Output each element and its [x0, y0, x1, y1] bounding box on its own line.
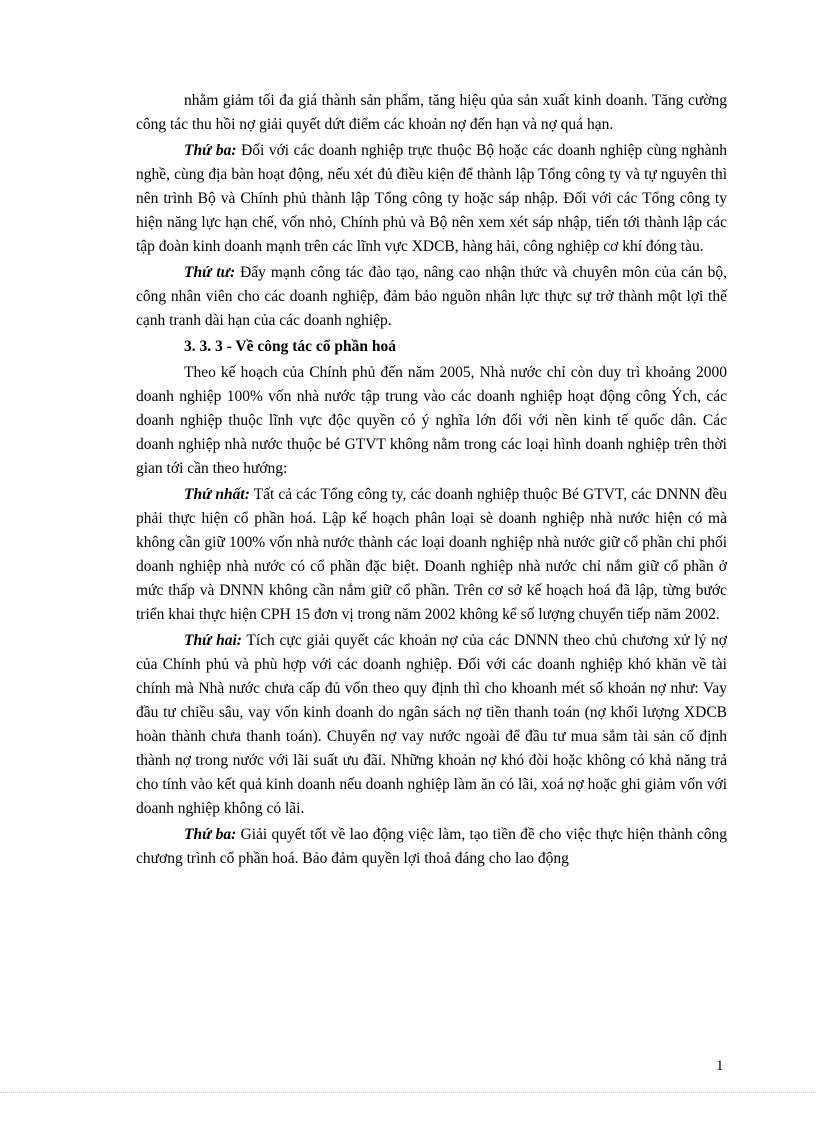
- page-body: [136, 89, 727, 873]
- paragraph-ke-hoach: [136, 361, 727, 481]
- paragraph-text: Tích cực giải quyết các khoản nợ của các DNNN theo chủ chương xử lý nợ của Chính phủ và phù hợp với các doanh nghiệp. Đối với các doanh nghiệp khó khăn về tài chính mà Nhà nước chưa cấp đủ vốn theo quy định thì cho khoanh mét số khoản nợ như: Vay đầu tư chiều sâu, vay vốn kinh doanh do ngân sách nợ tiền thanh toán (nợ khối lượng XDCB hoàn thành chưa thanh toán). Chuyển nợ vay nước ngoài để đầu tư mua sắm tài sản cố định thành nợ trong nước với lãi suất ưu đãi. Những khoản nợ khó đòi hoặc không có khả năng trả cho tính vào kết quả kinh doanh nếu doanh nghiệp làm ăn có lãi, xoá nợ hoặc ghi giảm vốn với doanh nghiệp không có lãi.: [136, 632, 727, 817]
- paragraph-lead: Thứ nhất:: [184, 486, 250, 503]
- paragraph-thu-nhat: [136, 483, 727, 627]
- paragraph-text: Tất cả các Tổng công ty, các doanh nghiệp thuộc Bé GTVT, các DNNN đều phải thực hiện cổ phần hoá. Lập kế hoạch phân loại sè doanh nghiệp nhà nước hiện có mà không cần giữ 100% vốn nhà nước thành các loại doanh nghiệp nhà nước giữ cổ phần chi phối doanh nghiệp nhà nước có cổ phần đặc biệt. Doanh nghiệp nhà nước chỉ nắm giữ cổ phần ở mức thấp và DNNN không cần nắm giữ cổ phần. Trên cơ sở kế hoạch hoá đã lập, từng bước triển khai thực hiện CPH 15 đơn vị trong năm 2002 không kể số lượng chuyển tiếp năm 2002.: [136, 486, 727, 623]
- section-heading: 3. 3. 3 - Về công tác cổ phần hoá: [184, 338, 396, 355]
- paragraph-intro: [136, 89, 727, 137]
- paragraph-thu-ba-2: [136, 823, 727, 871]
- paragraph-text: Theo kế hoạch của Chính phủ đến năm 2005, Nhà nước chỉ còn duy trì khoảng 2000 doanh nghiệp 100% vốn nhà nước tập trung vào các doanh nghiệp hoạt động công Ých, các doanh nghiệp thuộc lĩnh vực độc quyền có ý nghĩa lớn đối với nền kinh tế quốc dân. Các doanh nghiệp nhà nước thuộc bé GTVT không nằm trong các loại hình doanh nghiệp trên thời gian tới cần theo hướng:: [136, 364, 727, 477]
- paragraph-text: Đẩy mạnh công tác đào tạo, nâng cao nhận thức và chuyên môn của cán bộ, công nhân viên cho các doanh nghiệp, đảm bảo nguồn nhân lực thực sự trở thành một lợi thế cạnh tranh dài hạn của các doanh nghiệp.: [136, 264, 727, 329]
- paragraph-thu-tu: [136, 261, 727, 333]
- paragraph-lead: Thứ ba:: [184, 826, 237, 843]
- paragraph-lead: Thứ ba:: [184, 142, 237, 159]
- page-divider: [0, 1092, 816, 1093]
- paragraph-text: Giải quyết tốt về lao động việc làm, tạo tiền đề cho việc thực hiện thành công chương trình cổ phần hoá. Bảo đảm quyền lợi thoả đáng cho lao động: [136, 826, 727, 867]
- paragraph-lead: Thứ tư:: [184, 264, 236, 281]
- paragraph-lead: Thứ hai:: [184, 632, 242, 649]
- paragraph-text: nhằm giảm tối đa giá thành sản phẩm, tăng hiệu qủa sản xuất kinh doanh. Tăng cường công tác thu hồi nợ giải quyết dứt điểm các khoản nợ đến hạn và nợ quá hạn.: [136, 92, 727, 133]
- paragraph-thu-ba-1: [136, 139, 727, 259]
- paragraph-thu-hai: [136, 629, 727, 821]
- page-number: 1: [716, 1058, 724, 1074]
- paragraph-text: Đối với các doanh nghiệp trực thuộc Bộ hoặc các doanh nghiệp cùng nghành nghề, cùng địa bàn hoạt động, nếu xét đủ điều kiện để thành lập Tổng công ty và tự nguyên thì nên trình Bộ và Chính phủ thành lập Tổng công ty hoặc sáp nhập. Đối với các Tổng công ty hiện năng lực hạn chế, vốn nhỏ, Chính phủ và Bộ nên xem xét sáp nhập, tiến tới thành lập các tập đoàn kinh doanh mạnh trên các lĩnh vực XDCB, hàng hải, công nghiệp cơ khí đóng tàu.: [136, 142, 727, 255]
